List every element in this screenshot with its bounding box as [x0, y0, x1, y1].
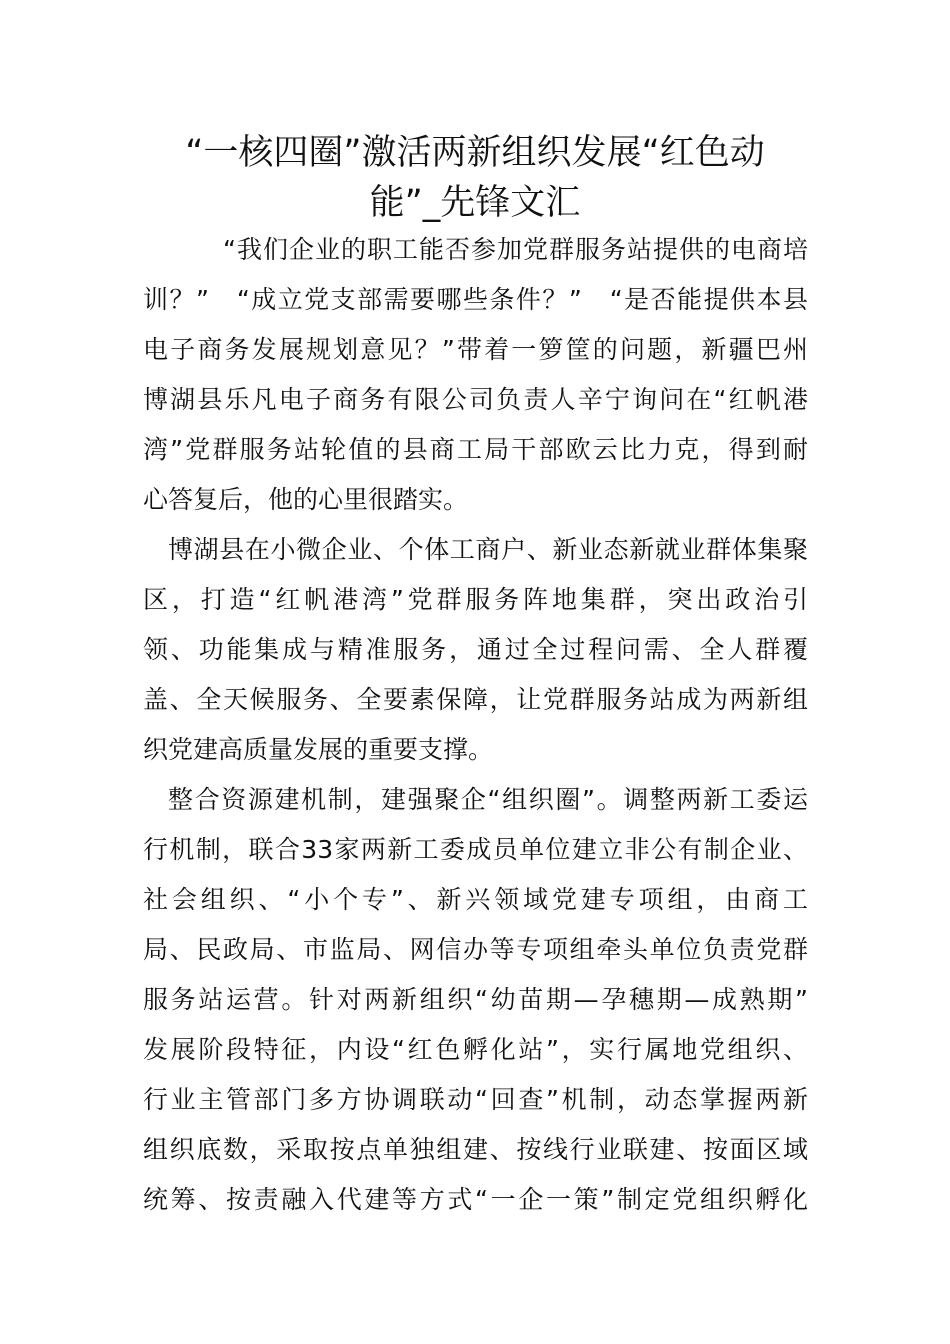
- paragraph-1-line-3: 电子商务发展规划意见？”带着一箩筐的问题，新疆巴州: [143, 335, 808, 364]
- paragraph-2-line-5: 织党建高质量发展的重要支撑。: [143, 735, 494, 764]
- paragraph-1-line-4: 博湖县乐凡电子商务有限公司负责人辛宁询问在“红帆港: [143, 385, 808, 414]
- paragraph-2-line-2: 区，打造“红帆港湾”党群服务阵地集群，突出政治引: [143, 585, 808, 614]
- paragraph-3-line-4: 局、民政局、市监局、网信办等专项组牵头单位负责党群: [143, 935, 808, 964]
- paragraph-3-line-8: 组织底数，采取按点单独组建、按线行业联建、按面区域: [143, 1135, 808, 1164]
- paragraph-3-line-1: 整合资源建机制，建强聚企“组织圈”。调整两新工委运: [168, 785, 808, 814]
- paragraph-3-line-3: 社会组织、“小个专”、新兴领域党建专项组，由商工: [143, 885, 808, 914]
- paragraph-1-line-6: 心答复后，他的心里很踏实。: [143, 485, 469, 514]
- paragraph-1-line-5: 湾”党群服务站轮值的县商工局干部欧云比力克，得到耐: [143, 435, 808, 464]
- paragraph-2-line-4: 盖、全天候服务、全要素保障，让党群服务站成为两新组: [143, 685, 808, 714]
- paragraph-3-line-5: 服务站运营。针对两新组织“幼苗期—孕穗期—成熟期”: [143, 985, 808, 1014]
- document-title-line-2: 能”_先锋文汇: [369, 183, 581, 223]
- paragraph-2-line-3: 领、功能集成与精准服务，通过全过程问需、全人群覆: [143, 635, 808, 664]
- paragraph-2-line-1: 博湖县在小微企业、个体工商户、新业态新就业群体集聚: [168, 535, 808, 564]
- paragraph-3-line-9: 统筹、按责融入代建等方式“一企一策”制定党组织孵化: [143, 1185, 808, 1214]
- paragraph-3-line-2: 行机制，联合33家两新工委成员单位建立非公有制企业、: [143, 835, 808, 864]
- paragraph-3-line-6: 发展阶段特征，内设“红色孵化站”，实行属地党组织、: [143, 1035, 808, 1064]
- paragraph-1-line-1: “我们企业的职工能否参加党群服务站提供的电商培: [223, 235, 808, 264]
- paragraph-1-line-2: 训？” “成立党支部需要哪些条件？” “是否能提供本县: [143, 285, 808, 314]
- paragraph-3-line-7: 行业主管部门多方协调联动“回查”机制，动态掌握两新: [143, 1085, 808, 1114]
- document-title-line-1: “一核四圈”激活两新组织发展“红色动: [185, 133, 765, 173]
